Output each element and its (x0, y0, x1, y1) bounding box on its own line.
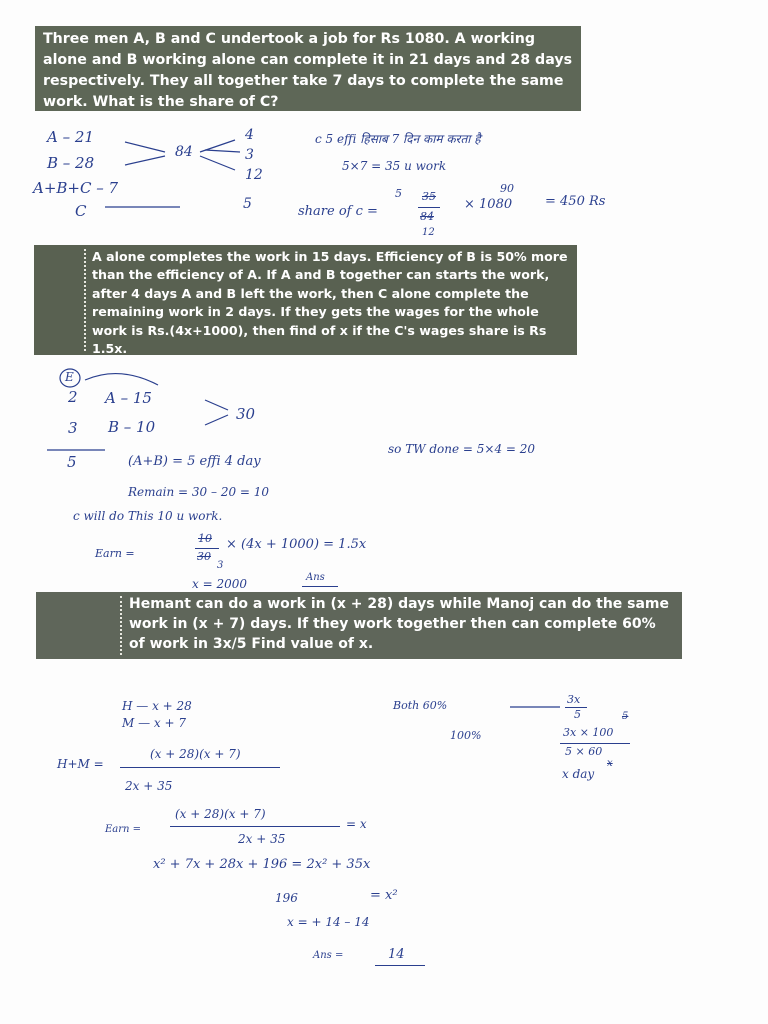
sol2-earn-den: 30 (197, 550, 211, 563)
sol3-step-x: x = + 14 – 14 (287, 915, 370, 929)
sol3-earn-num: (x + 28)(x + 7) (175, 807, 266, 821)
sol3-step-196: 196 (275, 891, 298, 905)
sol2-b-ratio: 3 (68, 419, 78, 437)
sol1-share-struck: 35 (422, 190, 436, 203)
sol1-share-partial: 90 (500, 182, 514, 195)
sol1-share-den2: 12 (422, 227, 435, 238)
sol3-both-label: Both 60% (393, 699, 448, 712)
sol1-b-days: B – 28 (47, 154, 95, 172)
sol3-x-day: x day (562, 767, 595, 781)
question-2-text: A alone completes the work in 15 days. Efficiency of B is 50% more than the efficiency of A. If A and B together can starts the work, after 4 days A and B left the work, then C alone complete the remaining work in 2 days. If they gets the wages for the whole work is Rs.(4x+1000), then find of x if the C's wages share is Rs 1.5x. (92, 249, 568, 357)
sol3-earn-den: 2x + 35 (238, 832, 286, 846)
sol3-both-num: 3x (567, 693, 581, 706)
sol2-total: 30 (236, 405, 256, 423)
sol3-calc-struck: 5 (622, 711, 629, 722)
question-3-text: Hemant can do a work in (x + 28) days while Manoj can do the same work in (x + 7) days. If they work together then can complete 60% of work in 3x/5 Find value of x. (129, 596, 670, 652)
sol3-h-line: H — x + 28 (122, 699, 192, 713)
sol3-ans-value: 14 (388, 947, 405, 962)
sol1-share-times: × 1080 (464, 197, 513, 212)
sol3-earn-label: Earn = (105, 824, 142, 835)
sol1-note-work: 5×7 = 35 u work (342, 159, 447, 173)
sol2-ab-line: (A+B) = 5 effi 4 day (128, 454, 261, 469)
arrow-stroke (205, 415, 228, 425)
sol3-hm-num: (x + 28)(x + 7) (150, 747, 241, 761)
sol1-a-days: A – 21 (47, 128, 94, 146)
sol3-hm-line (120, 767, 280, 768)
sol2-done-line: so TW done = 5×4 = 20 (388, 442, 536, 456)
arrow-stroke (205, 400, 228, 410)
sol2-ans: Ans (306, 572, 325, 583)
sol1-share-result: = 450 Rs (545, 194, 606, 209)
sol2-a-days: A – 15 (105, 389, 152, 407)
arrow-stroke (125, 142, 165, 152)
sol2-frac-line (195, 548, 219, 549)
question-1-text: Three men A, B and C undertook a job for Rs 1080. A working alone and B working alone can complete it in 21 days and 28 days respectively. They all together take 7 days to complete the same work. What is the share of C? (43, 31, 573, 110)
sol1-share-den: 84 (420, 210, 434, 223)
sol3-step-eq: = x² (370, 888, 398, 903)
sol3-hm-label: H+M = (57, 757, 104, 771)
sol2-remain-line: Remain = 30 – 20 = 10 (128, 485, 270, 499)
sol1-eff-b: 3 (245, 147, 254, 163)
sol2-earn-den2: 3 (217, 560, 224, 571)
sol1-eff-c: 5 (243, 196, 252, 212)
sol3-hundred: 100% (450, 729, 482, 742)
sol2-earn-label: Earn = (95, 547, 135, 560)
sol2-earn-num: 10 (198, 532, 212, 545)
sol3-calc-bot: x (607, 758, 613, 769)
sol2-a-ratio: 2 (68, 388, 78, 406)
arc-stroke (85, 374, 158, 385)
sol1-abc-days: A+B+C – 7 (33, 179, 119, 197)
sol2-b-days: B – 10 (108, 418, 156, 436)
sol3-expand: x² + 7x + 28x + 196 = 2x² + 35x (153, 857, 371, 872)
sol3-calc-num: 3x × 100 (563, 726, 614, 739)
sol1-share-num: 5 (395, 187, 402, 200)
arrow-stroke (205, 150, 240, 152)
sol2-ans-underline (302, 586, 338, 587)
sol2-sum-ratio: 5 (67, 453, 77, 471)
sol3-earn-line (170, 826, 340, 827)
sol1-eff-a: 4 (245, 127, 254, 143)
sol2-option: E (65, 370, 74, 384)
sol1-note-effi: c 5 effi हिसाब 7 दिन काम करता है (315, 132, 481, 146)
sol3-earn-eq: = x (346, 817, 367, 831)
sol3-calc-den: 5 × 60 (565, 745, 603, 758)
sol2-c-line: c will do This 10 u work. (73, 509, 223, 523)
sol1-c-label: C (75, 202, 87, 220)
arrow-stroke (125, 156, 165, 165)
sol3-hm-den: 2x + 35 (125, 779, 173, 793)
sol3-calc-line (560, 743, 630, 744)
sol2-x-result: x = 2000 (192, 577, 247, 591)
arrow-stroke (200, 156, 235, 170)
sol1-lcm: 84 (175, 144, 193, 160)
sol3-ans-label: Ans = (313, 950, 344, 961)
sol1-frac-line (418, 207, 440, 208)
sol3-ans-underline (375, 965, 425, 966)
sol3-m-line: M — x + 7 (122, 716, 187, 730)
sol2-earn-expr: × (4x + 1000) = 1.5x (226, 537, 367, 552)
sol3-both-den: 5 (574, 708, 581, 721)
sol1-eff-abc: 12 (245, 167, 263, 183)
sol1-share-label: share of c = (298, 204, 378, 219)
